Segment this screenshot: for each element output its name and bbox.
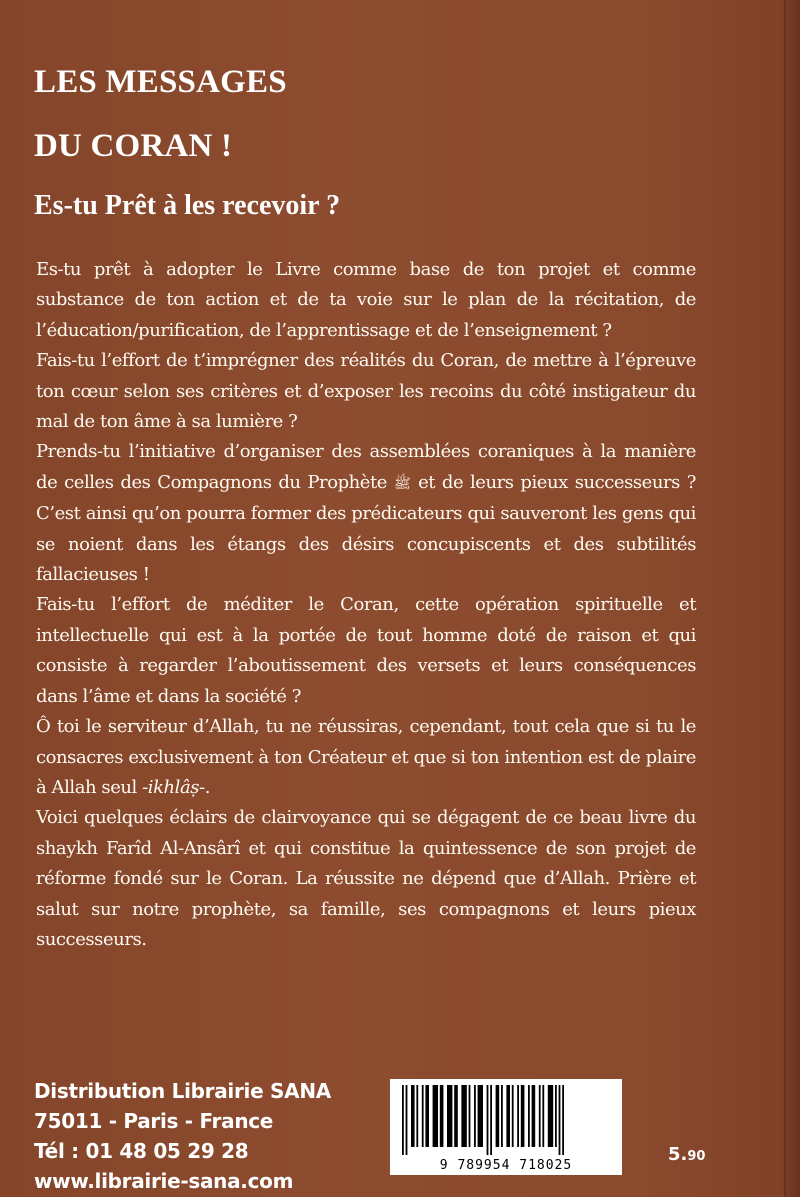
spine-fold-line xyxy=(784,0,786,1197)
barcode-bar xyxy=(555,1085,557,1147)
barcode-bar xyxy=(433,1085,438,1147)
barcode-bar xyxy=(548,1085,553,1147)
barcode-bar xyxy=(478,1085,483,1147)
barcode-bar xyxy=(416,1085,418,1147)
barcode-bar xyxy=(425,1085,429,1147)
paragraph-5 xyxy=(36,712,696,803)
paragraph-3 xyxy=(36,437,696,590)
barcode-bar xyxy=(487,1085,489,1155)
barcode-bar xyxy=(542,1085,544,1147)
title-line-2: DU CORAN ! xyxy=(34,128,233,164)
barcode-bar xyxy=(559,1085,561,1155)
barcode-bar xyxy=(454,1085,458,1147)
distributor-name: Distribution Librairie SANA xyxy=(34,1079,331,1103)
barcode-bar xyxy=(411,1085,415,1147)
barcode-bar xyxy=(562,1085,564,1155)
distributor-address: 75011 - Paris - France xyxy=(34,1109,274,1133)
barcode-bar xyxy=(506,1085,510,1147)
barcode-bar xyxy=(521,1085,525,1147)
paragraph-1: Es-tu prêt à adopter le Livre comme base de ton projet et comme substance de ton action et de ta voie sur le plan de la récitation, de l’éducation/purification, de l’apprentissage et de l’enseignement ? xyxy=(36,259,696,341)
barcode-bar xyxy=(469,1085,471,1147)
barcode-bar xyxy=(474,1085,476,1147)
barcode-bar xyxy=(402,1085,404,1155)
paragraph-5-part-2: . xyxy=(204,776,210,798)
title-line-1: LES MESSAGES xyxy=(34,64,287,100)
barcode-number: 9 789954 718025 xyxy=(439,1158,573,1173)
isbn-barcode xyxy=(390,1079,622,1175)
paragraph-4: Fais-tu l’effort de méditer le Coran, cette opération spirituelle et intellectuelle qui est à la portée de tout homme doté de raison et qui consiste à regarder l’aboutissement des versets et leurs conséquences dans l’âme et dans la société ? xyxy=(36,594,696,707)
price-cents: 90 xyxy=(687,1149,706,1164)
barcode-bars xyxy=(400,1085,612,1155)
honorific-glyph: ﷺ xyxy=(393,475,411,492)
barcode-bar xyxy=(440,1085,444,1147)
distributor-website: www.librairie-sana.com xyxy=(34,1169,294,1193)
publisher-info xyxy=(34,1076,331,1196)
distributor-phone: Tél : 01 48 05 29 28 xyxy=(34,1139,249,1163)
barcode-bar xyxy=(539,1085,541,1147)
barcode-bar xyxy=(512,1085,514,1147)
back-cover-text xyxy=(36,255,696,955)
barcode-bar xyxy=(501,1085,503,1147)
paragraph-6: Voici quelques éclairs de clairvoyance qui se dégagent de ce beau livre du shaykh Farîd Al-Ansârî et qui constitue la quintessence de son projet de réforme fondé sur le Coran. La réussite ne dépend que d’Allah. Prière et salut sur notre prophète, sa famille, ses compagnons et leurs pieux successeurs. xyxy=(36,807,696,950)
paragraph-3-part-2: et de leurs pieux successeurs ? C’est ainsi qu’on pourra former des prédicateurs qui sauveront les gens qui se noient dans les étangs des désirs concupiscents et des subtilités fallacieuses ! xyxy=(36,471,696,586)
paragraph-2: Fais-tu l’effort de t’imprégner des réalités du Coran, de mettre à l’épreuve ton cœur selon ses critères et d’exposer les recoins du côté instigateur du mal de ton âme à sa lumière ? xyxy=(36,350,696,433)
subtitle: Es-tu Prêt à les recevoir ? xyxy=(34,190,341,221)
barcode-bar xyxy=(532,1085,536,1147)
barcode-bar xyxy=(406,1085,408,1155)
ikhlas-term: -ikhlâṣ- xyxy=(142,776,205,798)
price-main: 5. xyxy=(668,1144,688,1165)
barcode-bar xyxy=(447,1085,452,1147)
barcode-bar xyxy=(461,1085,466,1147)
barcode-bar xyxy=(422,1085,424,1147)
price-label xyxy=(668,1144,705,1165)
paragraph-3-part-1: Prends-tu l’initiative d’organiser des assemblées coraniques à la manière de celles des Compagnons du Prophète xyxy=(36,441,696,493)
barcode-bar xyxy=(517,1085,519,1147)
barcode-bar xyxy=(528,1085,530,1147)
paragraph-5-part-1: Ô toi le serviteur d’Allah, tu ne réussiras, cependant, tout cela que si tu le consacres exclusivement à ton Créateur et que si ton intention est de plaire à Allah seul xyxy=(36,716,696,798)
barcode-bar xyxy=(490,1085,492,1155)
barcode-bar xyxy=(496,1085,500,1147)
